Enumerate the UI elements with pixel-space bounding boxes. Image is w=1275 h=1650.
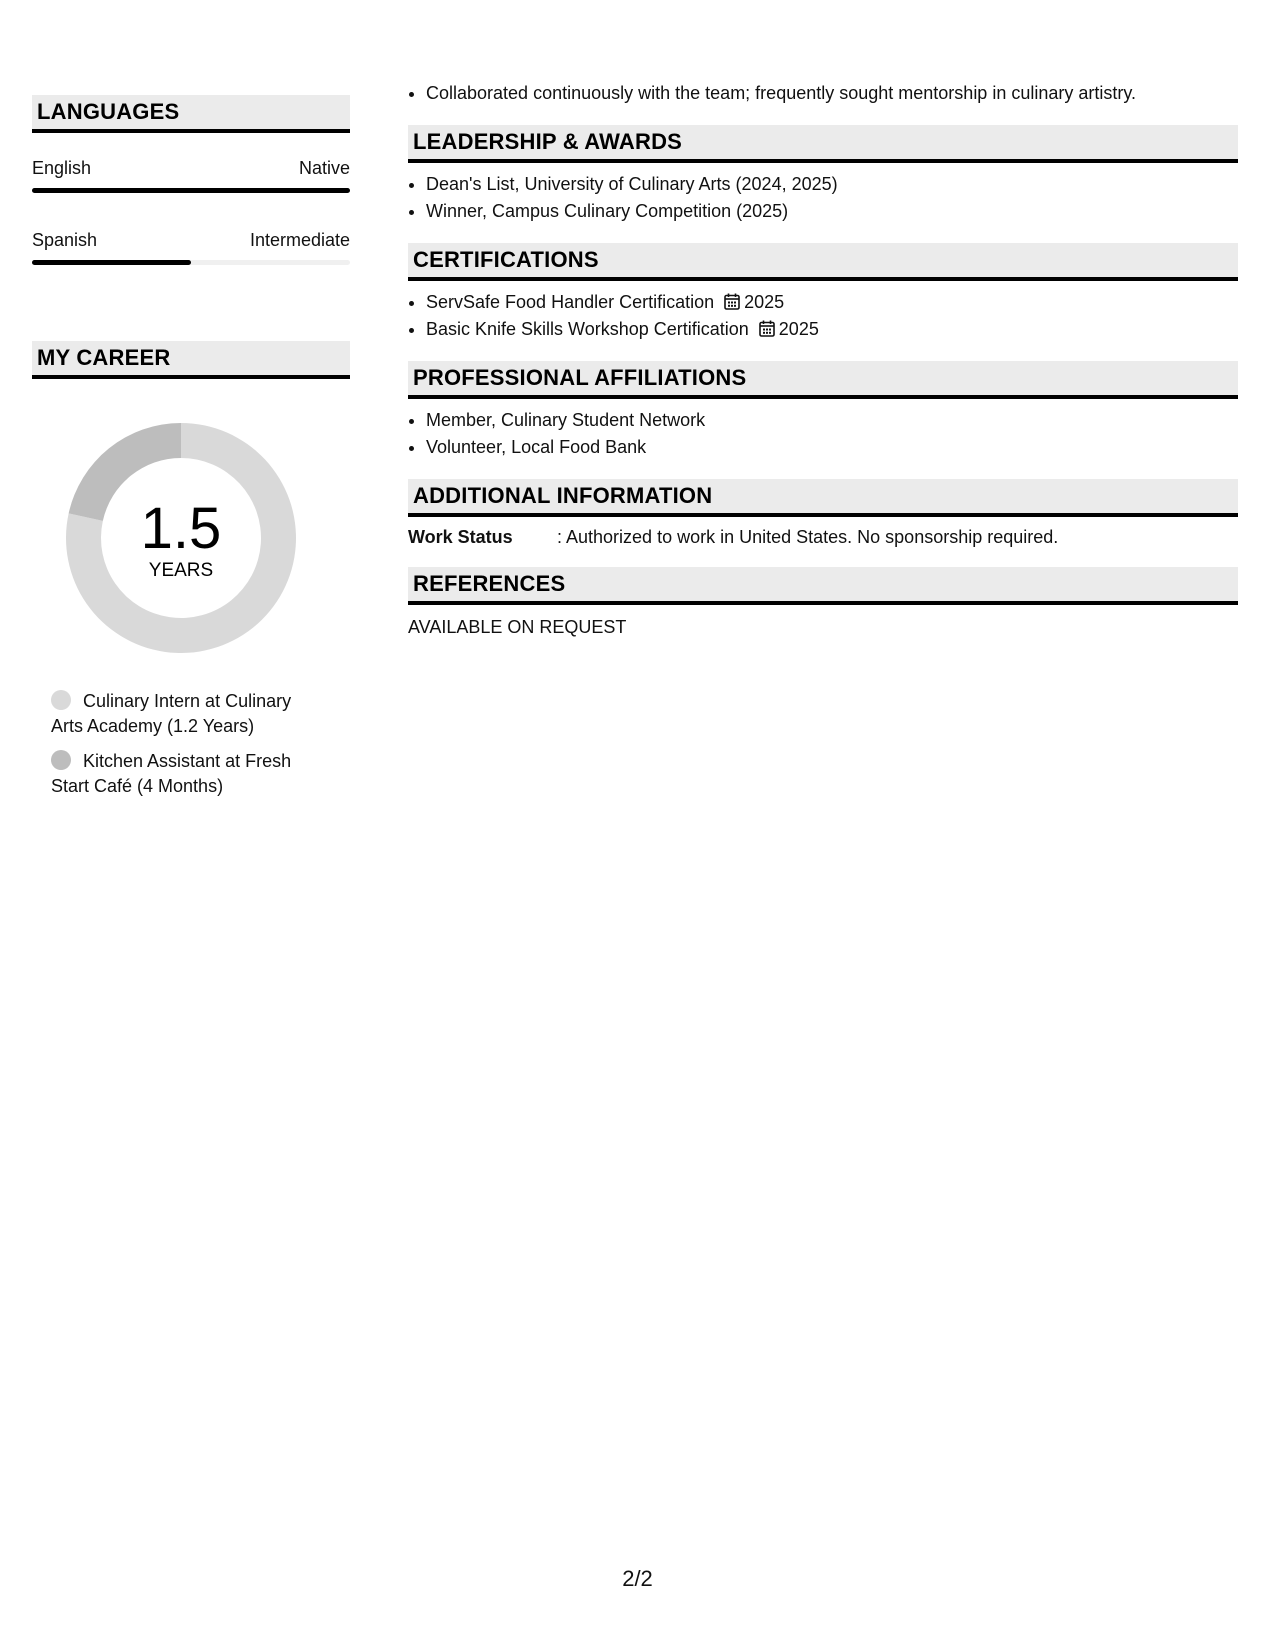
list-item [426,316,1238,343]
language-level: Native [298,158,350,178]
list-item: • Collaborated continuously with the team; frequently sought mentorship in culinary artistry. [426,80,1238,107]
references-header: REFERENCES [408,567,1238,605]
calendar-icon [759,320,775,337]
certifications-header: CERTIFICATIONS [408,243,1238,281]
language-proficiency-fill [32,260,191,265]
certification-year: 2025 [778,319,819,339]
languages-header: LANGUAGES [32,95,350,133]
leadership-header: LEADERSHIP & AWARDS [408,125,1238,163]
language-proficiency-bar [32,260,350,265]
career-total-value: 1.5 [140,496,222,561]
legend-dot-icon [51,750,71,770]
affiliations-list [408,407,1238,461]
certification-year: 2025 [744,292,785,312]
legend-label: Culinary Intern at Culinary Arts Academy (1.2 Years) [51,691,292,736]
experience-bullets [408,80,1238,107]
language-spanish [32,229,350,265]
career-header: MY CAREER [32,341,350,379]
legend-item [51,689,321,739]
language-level: Intermediate [249,230,350,250]
leadership-list [408,171,1238,225]
calendar-icon [724,293,740,310]
left-column [32,95,350,809]
career-donut-chart [66,423,296,653]
language-proficiency-bar [32,188,350,193]
list-item: • Dean's List, University of Culinary Arts (2024, 2025) [426,171,1238,198]
list-item [426,289,1238,316]
language-name: Spanish [32,230,98,250]
list-item: • Member, Culinary Student Network [426,407,1238,434]
certifications-list [408,289,1238,343]
language-proficiency-fill [32,188,350,193]
legend-label: Kitchen Assistant at Fresh Start Café (4 Months) [51,751,292,796]
legend-item [51,749,321,799]
list-item: • Winner, Campus Culinary Competition (2025) [426,198,1238,225]
list-item: • Volunteer, Local Food Bank [426,434,1238,461]
page-number: 2/2 [622,1566,653,1591]
career-legend [51,689,321,799]
certification-name: Basic Knife Skills Workshop Certification [426,319,749,339]
work-status-label: Work Status [408,527,513,547]
career-total [66,423,296,653]
language-english [32,157,350,193]
references-text: AVAILABLE ON REQUEST [408,617,627,637]
work-status-value: : Authorized to work in United States. No sponsorship required. [557,527,1059,547]
right-column [408,80,1238,639]
career-total-unit: YEARS [148,560,214,581]
certification-name: ServSafe Food Handler Certification [426,292,715,312]
work-status-row [408,525,1238,549]
additional-info-header: ADDITIONAL INFORMATION [408,479,1238,517]
legend-dot-icon [51,690,71,710]
language-name: English [32,158,92,178]
affiliations-header: PROFESSIONAL AFFILIATIONS [408,361,1238,399]
